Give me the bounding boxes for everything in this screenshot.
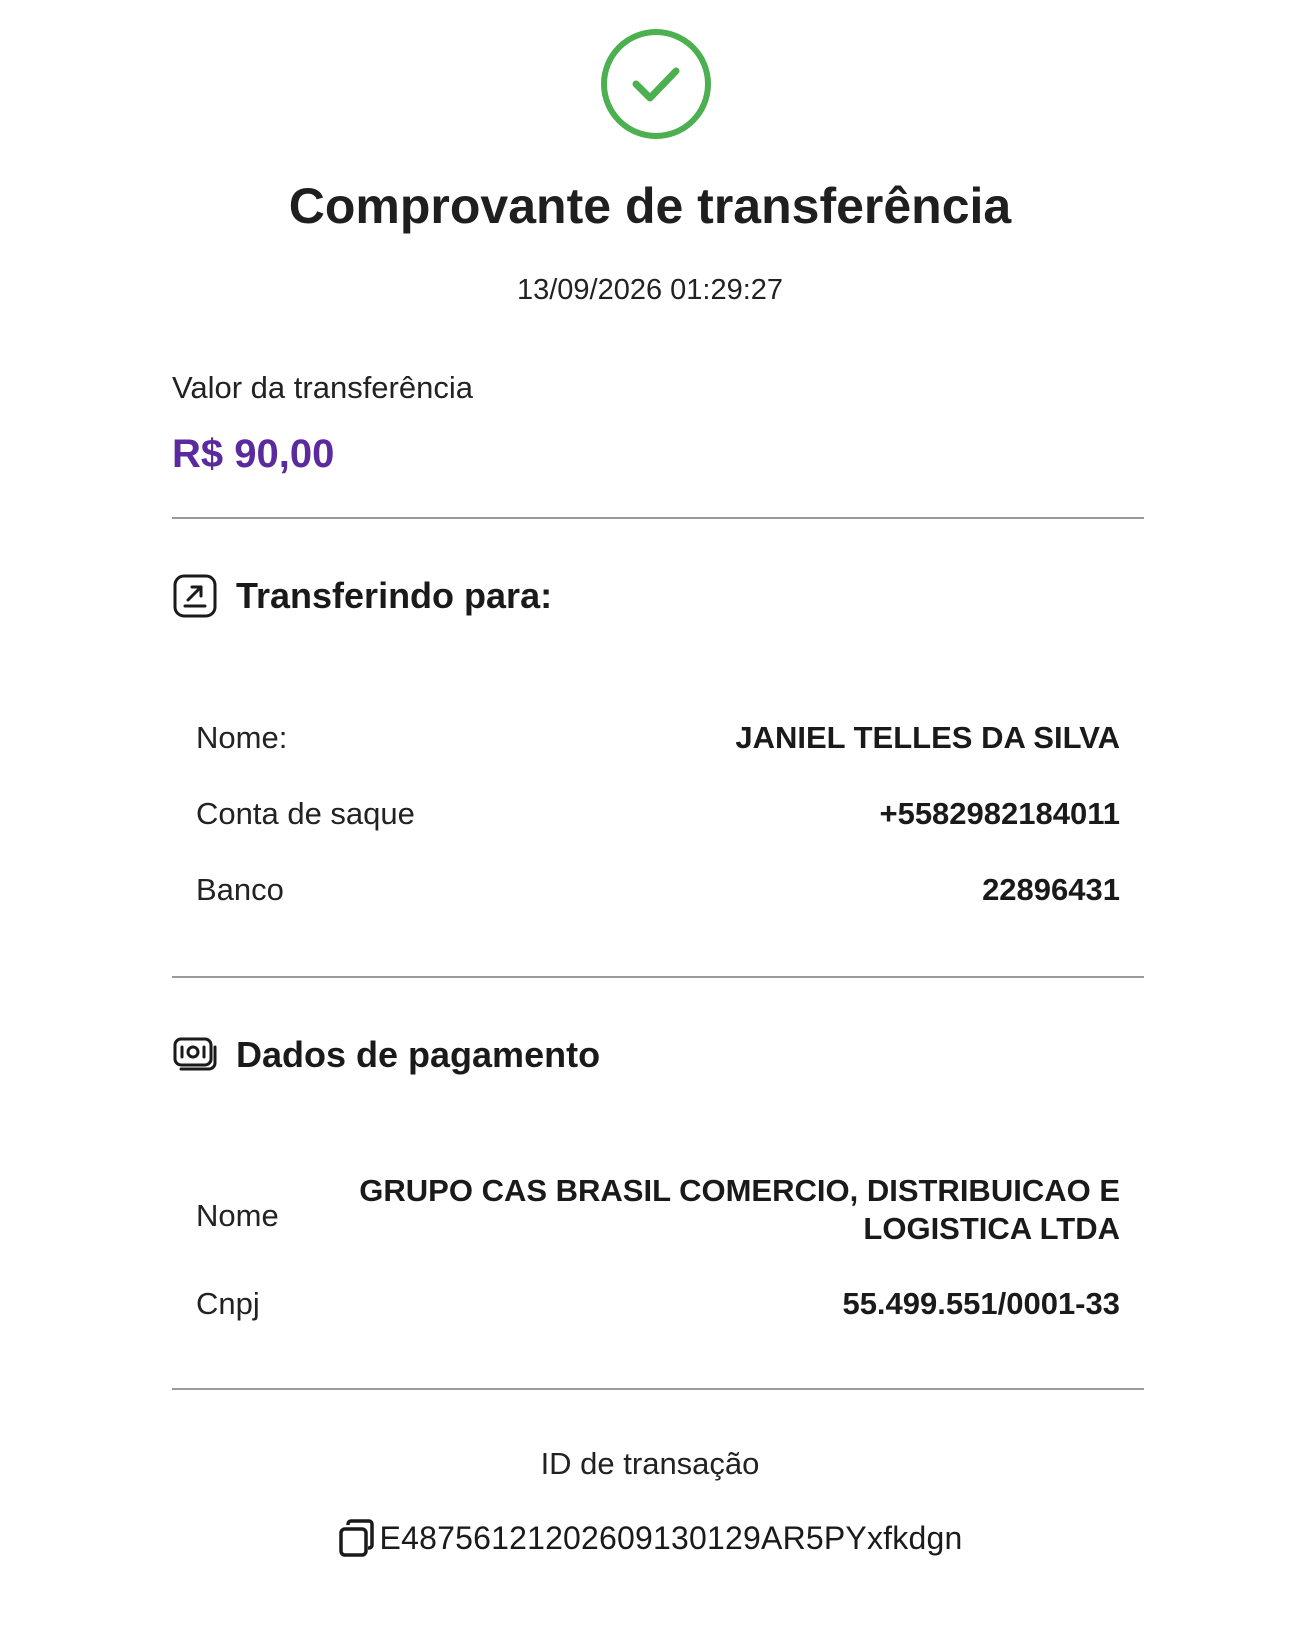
page-title: Comprovante de transferência: [288, 178, 1012, 234]
bank-label: Banco: [196, 872, 284, 907]
divider: [172, 1388, 1144, 1390]
payee-name-label: Nome: [196, 1198, 279, 1233]
cnpj-value: 55.499.551/0001-33: [842, 1286, 1120, 1321]
amount-label: Valor da transferência: [172, 370, 473, 405]
recipient-section-title: Transferindo para:: [236, 575, 553, 616]
transaction-id-label: ID de transação: [540, 1446, 760, 1481]
transaction-id-row[interactable]: [0, 1518, 1300, 1558]
divider: [172, 517, 1144, 519]
recipient-section-header: [172, 572, 552, 620]
bank-value: 22896431: [982, 872, 1120, 907]
success-check-icon: [599, 27, 713, 141]
recipient-name-label: Nome:: [196, 720, 288, 755]
payment-section-title: Dados de pagamento: [236, 1034, 601, 1075]
money-icon: [172, 1032, 218, 1078]
divider: [172, 976, 1144, 978]
payment-section-header: [172, 1031, 600, 1079]
cnpj-label: Cnpj: [196, 1286, 260, 1321]
payee-name-value: GRUPO CAS BRASIL COMERCIO, DISTRIBUICAO E LOGISTICA LTDA: [359, 1173, 1120, 1246]
recipient-name-value: JANIEL TELLES DA SILVA: [735, 720, 1120, 755]
copy-icon[interactable]: [338, 1518, 376, 1558]
transfer-datetime: 13/09/2026 01:29:27: [516, 274, 784, 306]
withdraw-account-label: Conta de saque: [196, 796, 415, 831]
transfer-out-icon: [172, 573, 218, 619]
amount-value: R$ 90,00: [172, 432, 335, 476]
withdraw-account-value: +5582982184011: [879, 796, 1120, 831]
transaction-id-value[interactable]: E48756121202609130129AR5PYxfkdgn: [379, 1520, 963, 1556]
